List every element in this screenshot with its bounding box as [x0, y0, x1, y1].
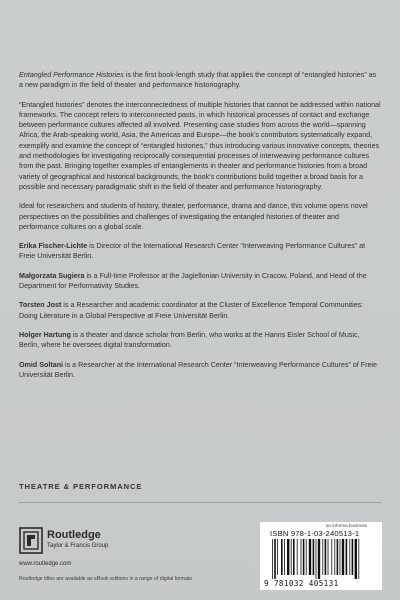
editor-name: Małgorzata Sugiera: [19, 271, 85, 280]
editor-name: Erika Fischer-Lichte: [19, 242, 88, 251]
barcode-bar: [287, 539, 289, 575]
barcode-bar: [291, 539, 292, 575]
intro-paragraph: [19, 70, 381, 91]
barcode-bar: [322, 539, 323, 575]
publisher-url: www.routledge.com: [19, 561, 72, 567]
barcode-bar: [318, 539, 320, 579]
barcode: [260, 522, 382, 590]
editor-name: Torsten Jost: [19, 301, 62, 310]
barcode-bar: [306, 539, 307, 575]
barcode-bar: [349, 539, 350, 575]
editor-bio-text: is a Full-time Professor at the Jagiellonian University in Cracow, Poland, and Head of the Department for Performativity Studies.: [19, 271, 367, 291]
barcode-bar: [331, 539, 332, 575]
barcode-bar: [284, 539, 285, 575]
editor-bio: [19, 271, 381, 292]
barcode-bar: [352, 539, 354, 575]
barcode-bar: [309, 539, 311, 575]
ebook-note: Routledge titles are available as eBook editions in a range of digital formats: [19, 576, 193, 582]
publisher-group: Taylor & Francis Group: [47, 543, 109, 549]
intro-text: is the first book-length study that applies the concept of “entangled histories” as a new paradigm in the field of theater and performance historiography.: [19, 71, 377, 90]
barcode-bar: [301, 539, 302, 575]
barcode-bar: [297, 539, 298, 575]
barcode-bar: [358, 539, 359, 579]
subject-category: THEATRE & PERFORMANCE: [19, 482, 143, 491]
barcode-bar: [293, 539, 295, 575]
editor-bio: [19, 241, 381, 262]
barcode-bar: [328, 539, 329, 575]
publisher-name: Routledge: [47, 529, 101, 541]
barcode-bar: [281, 539, 283, 575]
barcode-bar: [272, 539, 273, 579]
editor-bio: [19, 360, 381, 381]
editor-bio-text: is Director of the International Research Center “Interweaving Performance Cultures” at Freie Universität Berlin.: [19, 242, 366, 261]
editor-bio-text: is a theater and dance scholar from Berlin, who works at the Hanns Eisler School of Music, Berlin, where he oversees digital transformation.: [19, 330, 360, 350]
editor-bio: [19, 330, 381, 351]
description-paragraph: “Entangled histories” denotes the interconnectedness of multiple histories that cannot be addressed within national frameworks. The concept refers to interconnected pasts, in which historical processes of contact and exchange between performance cultures affected all involved. Presenting case studies from across the world—spanning Africa, the Arab-speaking world, Asia, the Americas and Europe—the book’s contributors systematically expand, exemplify and examine the concept of “entangled histories,” thus introducing various innovative concepts, theories and methodologies for investigating reciprocally consequential processes of interweaving performance cultures from the past. Bringing together examples of entanglements in theater and performance histories from a broad variety of geographical and historical backgrounds, the book’s contributions build together a broad basis for a possible and necessary paradigmatic shift in the field of theater and performance historiography.: [19, 100, 381, 191]
barcode-digits: 9 781032 405131: [264, 579, 339, 588]
barcode-bar: [316, 539, 317, 579]
informa-tagline: an informa business: [326, 523, 368, 528]
barcode-bar: [337, 539, 339, 575]
barcode-bar: [355, 539, 357, 579]
editor-bio-text: is a Researcher and academic coordinator at the Cluster of Excellence Temporal Communities: Doing Literature in a Global Perspective at Freie Universität Berlin.: [19, 301, 364, 320]
barcode-bar: [346, 539, 348, 575]
isbn: ISBN 978-1-03-240513-1: [270, 529, 360, 538]
barcode-bar: [274, 539, 276, 579]
divider: [19, 502, 381, 503]
routledge-logo-icon: [19, 527, 43, 554]
barcode-bar: [303, 539, 305, 575]
publisher-logo: [19, 527, 119, 567]
barcode-bar: [334, 539, 335, 575]
barcode-bars: [270, 539, 374, 579]
editor-name: Omid Soltani: [19, 360, 64, 369]
barcode-bar: [340, 539, 341, 575]
barcode-bar: [277, 539, 278, 575]
editor-bio-text: is a Researcher at the International Research Center “Interweaving Performance Cultures” of Freie Universität Berlin.: [19, 360, 377, 379]
editor-name: Holger Hartung: [19, 330, 71, 339]
barcode-bar: [325, 539, 327, 575]
editor-bio: [19, 300, 381, 321]
book-title: Entangled Performance Histories: [19, 71, 124, 79]
barcode-bar: [342, 539, 344, 575]
back-cover-text: [19, 70, 381, 389]
audience-paragraph: Ideal for researchers and students of history, theater, performance, drama and dance, this volume opens novel perspectives on the possibilities and challenges of investigating the entangled histories of theater and performance cultures on a global scale.: [19, 202, 368, 231]
barcode-bar: [313, 539, 315, 575]
